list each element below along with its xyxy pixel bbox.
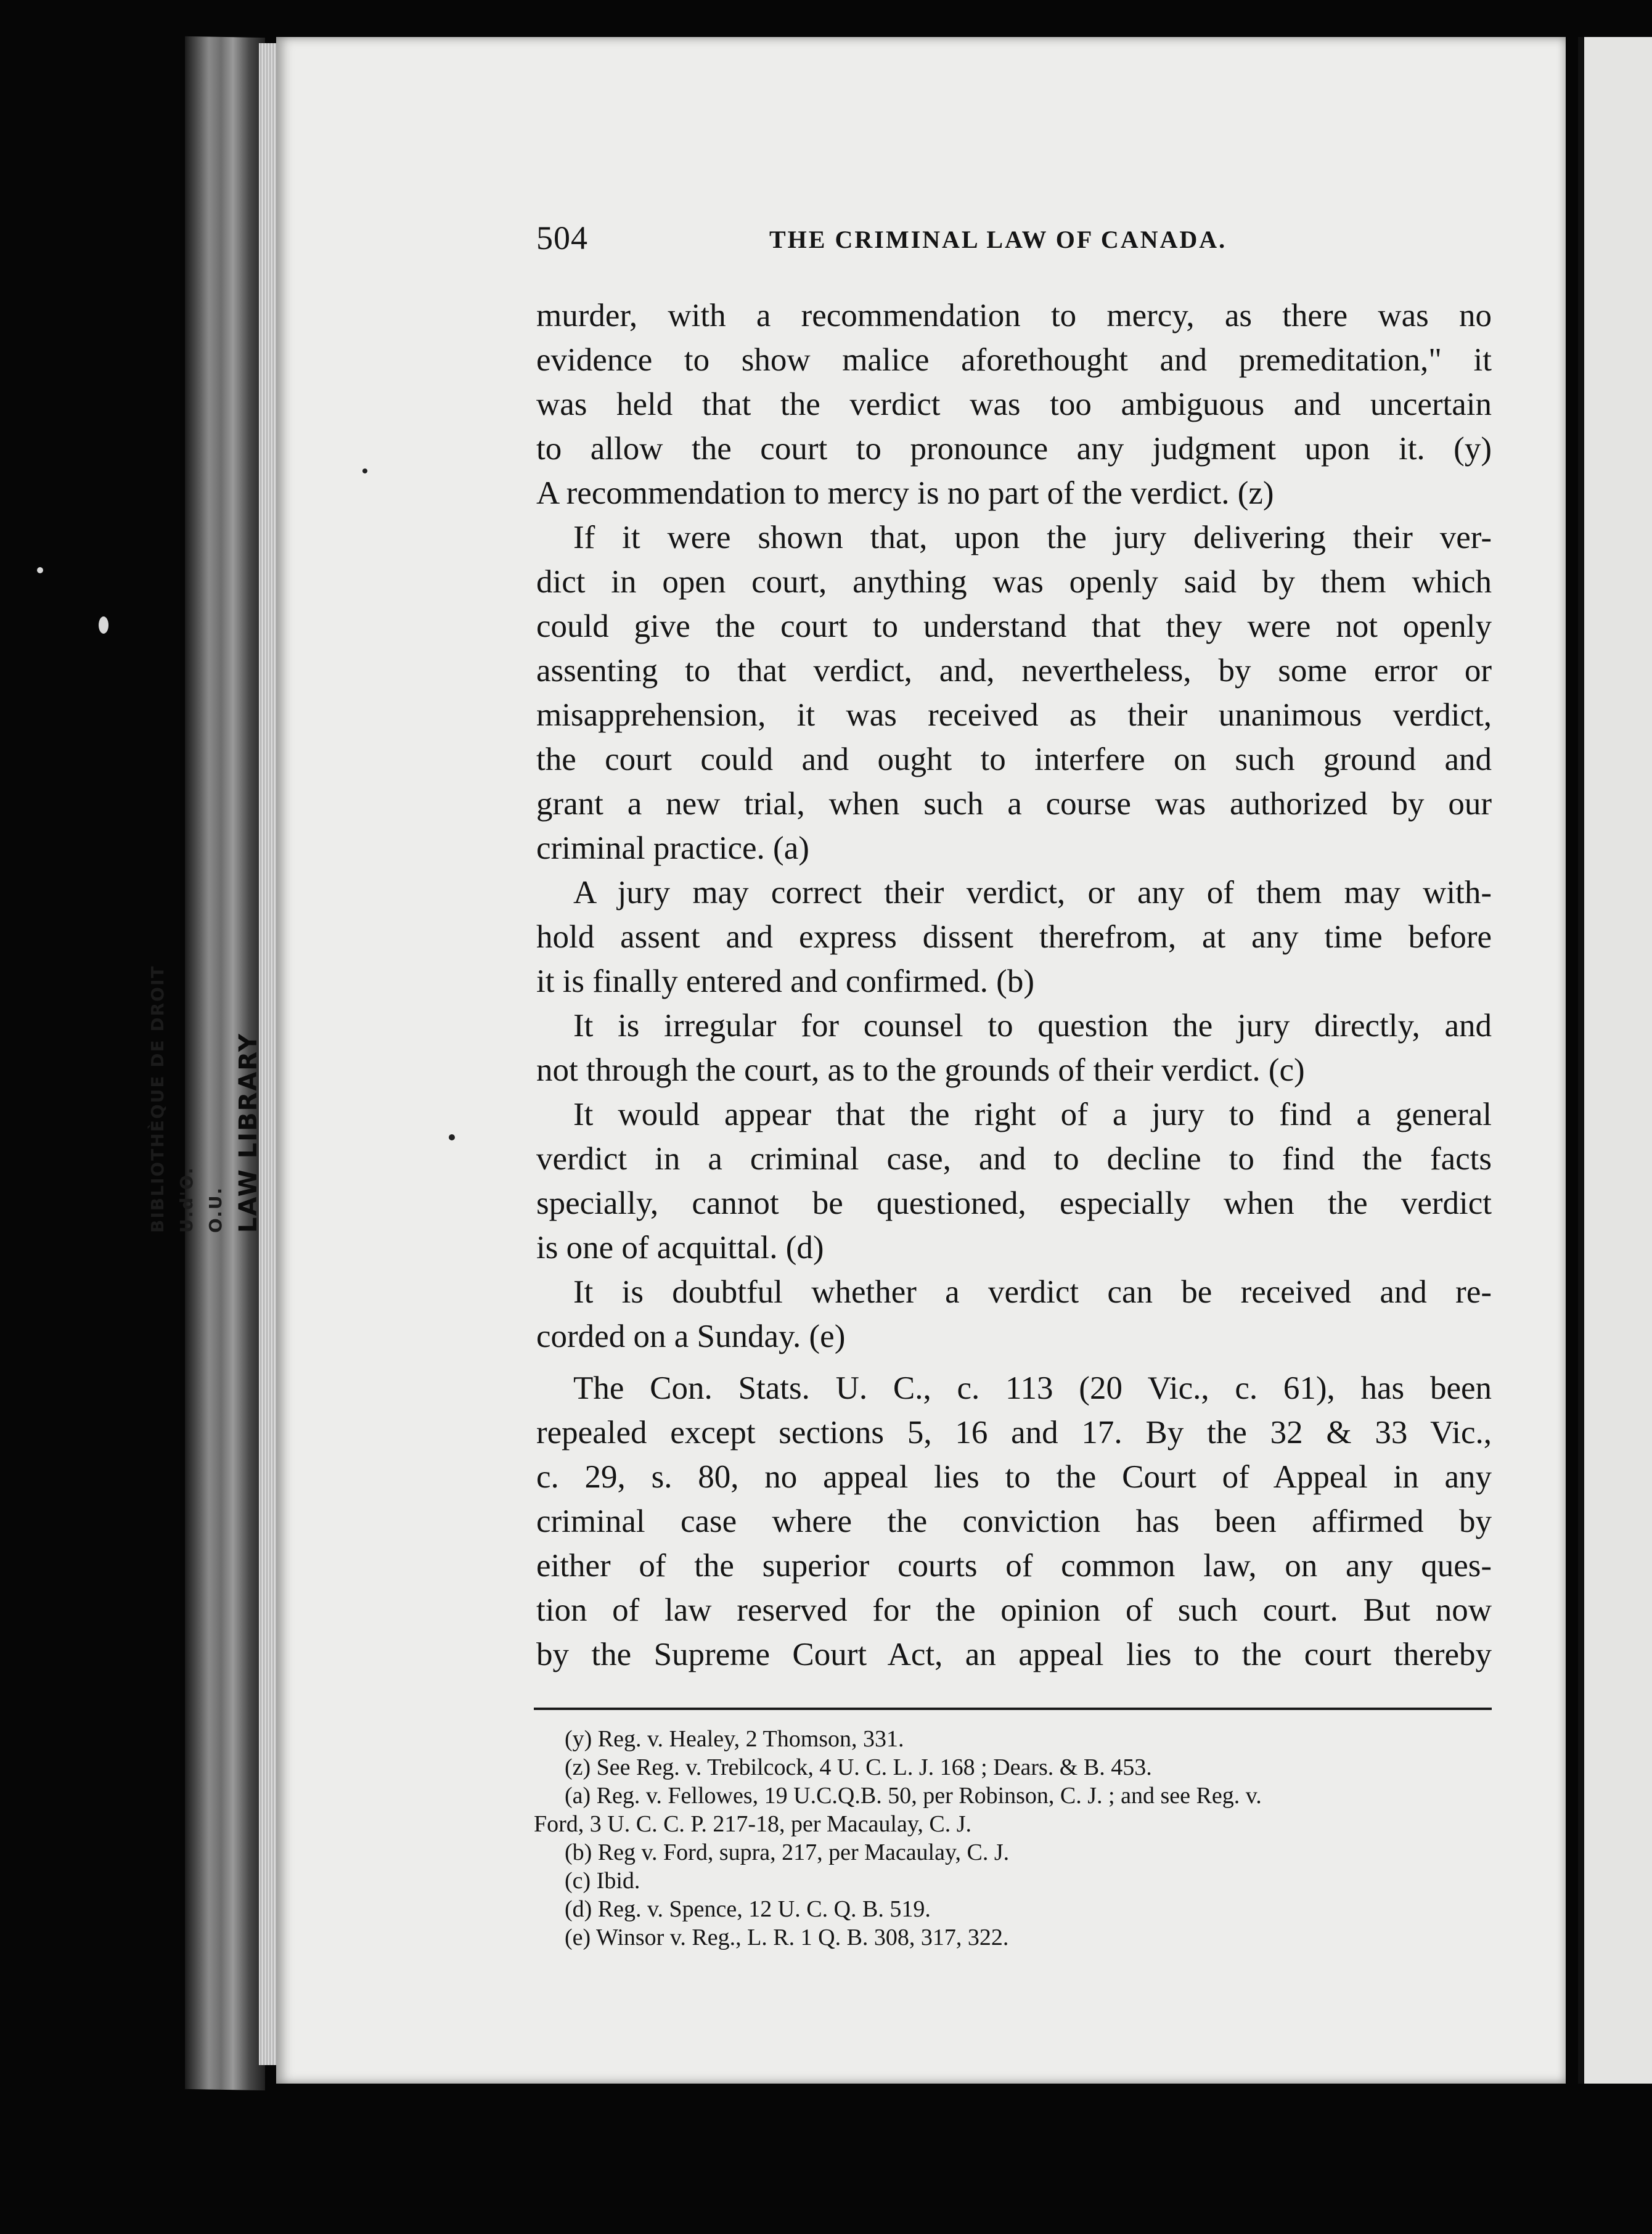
body-line: If it were shown that, upon the jury delivering their ver- — [573, 520, 1492, 555]
scan-speck — [449, 1134, 455, 1140]
body-line: misapprehension, it was received as their unanimous verdict, — [536, 697, 1492, 733]
body-line: assenting to that verdict, and, nevertheless, by some error or — [536, 653, 1492, 689]
footnote: (c) Ibid. — [565, 1868, 640, 1894]
body-line: A recommendation to mercy is no part of the verdict. (z) — [536, 475, 1274, 511]
body-line: corded on a Sunday. (e) — [536, 1319, 846, 1354]
body-line: repealed except sections 5, 16 and 17. By the 32 & 33 Vic., — [536, 1415, 1492, 1450]
footnote: Ford, 3 U. C. C. P. 217-18, per Macaulay, C. J. — [534, 1811, 971, 1837]
body-line: It would appear that the right of a jury to find a general — [573, 1097, 1492, 1132]
spine-stamp — [143, 851, 266, 1233]
scan-speck — [37, 567, 43, 573]
body-line: it is finally entered and confirmed. (b) — [536, 964, 1034, 999]
body-line: criminal case where the conviction has been affirmed by — [536, 1504, 1492, 1539]
body-line: criminal practice. (a) — [536, 830, 809, 866]
body-line: evidence to show malice aforethought and premeditation," it — [536, 342, 1492, 378]
body-line: could give the court to understand that they were not openly — [536, 608, 1492, 644]
body-line: by the Supreme Court Act, an appeal lies to the court thereby — [536, 1637, 1492, 1672]
footnote: (e) Winsor v. Reg., L. R. 1 Q. B. 308, 317, 322. — [565, 1925, 1009, 1950]
body-line: murder, with a recommendation to mercy, as there was no — [536, 298, 1492, 333]
body-line: c. 29, s. 80, no appeal lies to the Court of Appeal in any — [536, 1459, 1492, 1495]
spine-stamp-line: LAW LIBRARY — [234, 1033, 263, 1233]
body-line: tion of law reserved for the opinion of such court. But now — [536, 1592, 1492, 1628]
body-line: not through the court, as to the grounds of their verdict. (c) — [536, 1052, 1305, 1088]
spine-stamp-line: BIBLIOTHÈQUE DE DROIT — [147, 965, 168, 1233]
body-line: It is irregular for counsel to question the jury directly, and — [573, 1008, 1492, 1044]
body-line: dict in open court, anything was openly said by them which — [536, 564, 1492, 600]
footnote: (z) See Reg. v. Trebilcock, 4 U. C. L. J. 168 ; Dears. & B. 453. — [565, 1754, 1152, 1780]
body-line: verdict in a criminal case, and to decline to find the facts — [536, 1141, 1492, 1177]
body-line: either of the superior courts of common law, on any ques- — [536, 1548, 1492, 1584]
body-line: hold assent and express dissent therefrom, at any time before — [536, 919, 1492, 955]
footnote: (a) Reg. v. Fellowes, 19 U.C.Q.B. 50, per Robinson, C. J. ; and see Reg. v. — [565, 1783, 1262, 1809]
spine-stamp-line: U.d'O. — [176, 1166, 197, 1233]
footnote: (b) Reg v. Ford, supra, 217, per Macaulay, C. J. — [565, 1839, 1010, 1865]
body-line: was held that the verdict was too ambiguous and uncertain — [536, 387, 1492, 422]
body-line: grant a new trial, when such a course was authorized by our — [536, 786, 1492, 822]
spine-stamp-line: O.U. — [205, 1186, 226, 1233]
running-head: THE CRIMINAL LAW OF CANADA. — [769, 226, 1227, 253]
footnote: (d) Reg. v. Spence, 12 U. C. Q. B. 519. — [565, 1896, 931, 1922]
body-line: specially, cannot be questioned, especially when the verdict — [536, 1185, 1492, 1221]
body-line: the court could and ought to interfere on such ground and — [536, 742, 1492, 777]
facing-page-edge — [1578, 37, 1652, 2084]
body-line: A jury may correct their verdict, or any of them may with- — [573, 875, 1492, 910]
page-header — [536, 219, 1276, 262]
page-number: 504 — [536, 219, 588, 256]
body-line: It is doubtful whether a verdict can be received and re- — [573, 1274, 1492, 1310]
footnote: (y) Reg. v. Healey, 2 Thomson, 331. — [565, 1726, 904, 1752]
body-line: to allow the court to pronounce any judgment upon it. (y) — [536, 431, 1492, 467]
footnote-rule — [534, 1708, 1492, 1710]
body-line: The Con. Stats. U. C., c. 113 (20 Vic., c. 61), has been — [573, 1370, 1492, 1406]
scan-speck — [99, 616, 108, 634]
body-line: is one of acquittal. (d) — [536, 1230, 824, 1266]
scan-speck — [362, 468, 367, 473]
